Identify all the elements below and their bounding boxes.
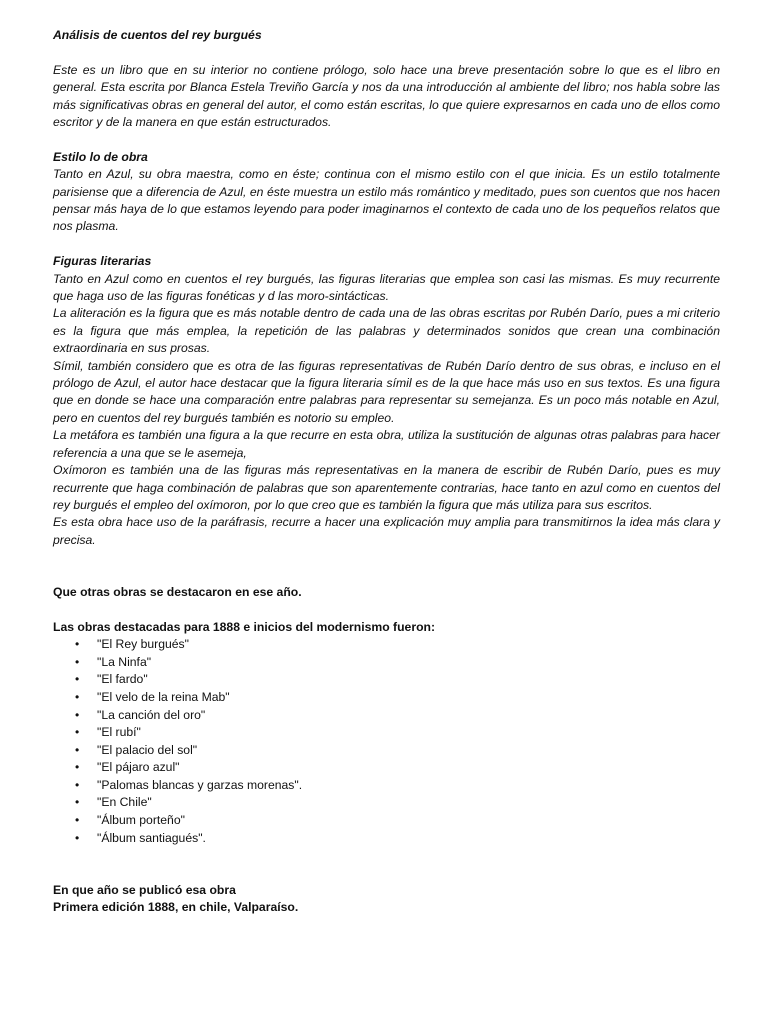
paragraph-oximoron: Oxímoron es también una de las figuras más representativas en la manera de escribir de Rubén Darío, pues es muy recurrente que haga combinación de palabras que son aparentemente contrarias, hace tanto en azul como en cuentos del rey burgués el empleo del oxímoron, por lo que creo que es también la figura que más utiliza para sus escritos. — [53, 463, 720, 512]
paragraph-estilo: Tanto en Azul, su obra maestra, como en éste; continua con el mismo estilo con el que inicia. Es un estilo totalmente parisiense que a diferencia de Azul, en éste muestra un estilo más romántico y meditado, pues son cuentos que nos hacen pensar más haya de lo que estamos leyendo para poder imaginarnos el contexto de cada uno de los pequeños relatos que nos plasma. — [53, 167, 720, 234]
list-item: • "La canción del oro" — [75, 707, 720, 725]
list-item: • "El velo de la reina Mab" — [75, 689, 720, 707]
section-body-estilo — [53, 166, 720, 236]
answer-anio-publicacion: Primera edición 1888, en chile, Valparaíso. — [53, 900, 299, 915]
question-anio-publicacion: En que año se publicó esa obra — [53, 883, 236, 898]
bullet-icon: • — [75, 830, 80, 845]
list-item: • "El palacio del sol" — [75, 742, 720, 760]
works-list — [53, 636, 720, 847]
bullet-icon: • — [75, 795, 80, 810]
paragraph-metafora: La metáfora es también una figura a la que recurre en esta obra, utiliza la sustitución de algunas otras palabras para hacer referencia a una que se le asemeja, — [53, 428, 720, 460]
list-item: • "Álbum santiagués". — [75, 830, 720, 848]
bullet-icon: • — [75, 742, 80, 757]
bullet-icon: • — [75, 707, 80, 722]
list-item: • "Palomas blancas y garzas morenas". — [75, 777, 720, 795]
section-title-figuras: Figuras literarias — [53, 254, 152, 269]
bullet-icon: • — [75, 725, 80, 740]
bullet-icon: • — [75, 760, 80, 775]
bullet-icon: • — [75, 637, 80, 652]
list-item: • "En Chile" — [75, 794, 720, 812]
question-otras-obras: Que otras obras se destacaron en ese año. — [53, 584, 302, 599]
list-item: • "La Ninfa" — [75, 654, 720, 672]
paragraph-figuras-1: Tanto en Azul como en cuentos el rey burgués, las figuras literarias que emplea son casi las mismas. Es muy recurrente que haga uso de las figuras fonéticas y d las moro-sintácticas. — [53, 271, 720, 304]
section-title-estilo: Estilo lo de obra — [53, 149, 148, 164]
bullet-icon: • — [75, 672, 80, 687]
paragraph-intro: Este es un libro que en su interior no contiene prólogo, solo hace una breve presentación sobre lo que es el libro en general. Esta escrita por Blanca Estela Treviño García y nos da una introducción al ambiente del libro; nos habla sobre las más significativas obras en general del autor, el como están escritas, lo que quiere expresarnos en cada uno de ellos como escritor y de la manera en que están estructurados. — [53, 62, 720, 130]
list-item: • "El pájaro azul" — [75, 759, 720, 777]
section-title-analisis: Análisis de cuentos del rey burgués — [53, 28, 262, 42]
section-body-analisis — [53, 62, 720, 132]
bullet-icon: • — [75, 813, 80, 828]
list-item: • "El rubí" — [75, 724, 720, 742]
list-item: • "El Rey burgués" — [75, 636, 720, 654]
list-item: • "El fardo" — [75, 671, 720, 689]
bullet-icon: • — [75, 777, 80, 792]
paragraph-parafrasis: Es esta obra hace uso de la paráfrasis, recurre a hacer una explicación muy amplia para transmitirnos la idea más clara y precisa. — [53, 515, 720, 547]
paragraph-aliteracion: La aliteración es la figura que es más notable dentro de cada una de las obras escritas por Rubén Darío, pues a mi criterio es la figura que más emplea, la repetición de las palabras y determinados sonidos que crean una combinación extraordinaria en sus prosas. — [53, 306, 720, 356]
bullet-icon: • — [75, 654, 80, 669]
list-item: • "Álbum porteño" — [75, 812, 720, 830]
section-body-figuras — [53, 271, 720, 550]
bullet-icon: • — [75, 689, 80, 704]
document-page — [53, 27, 720, 917]
works-intro: Las obras destacadas para 1888 e inicios del modernismo fueron: — [53, 619, 436, 634]
paragraph-simil: Símil, también considero que es otra de las figuras representativas de Rubén Darío dentro de sus obras, e incluso en el prólogo de Azul, el autor hace destacar que la figura literaria símil es de la que hace más uso en sus textos. Es una figura que en donde se hace una comparación entre palabras para representar su semejanza. Es un poco más notable en Azul, pero en cuentos del rey burgués también es notorio su empleo. — [53, 358, 720, 425]
